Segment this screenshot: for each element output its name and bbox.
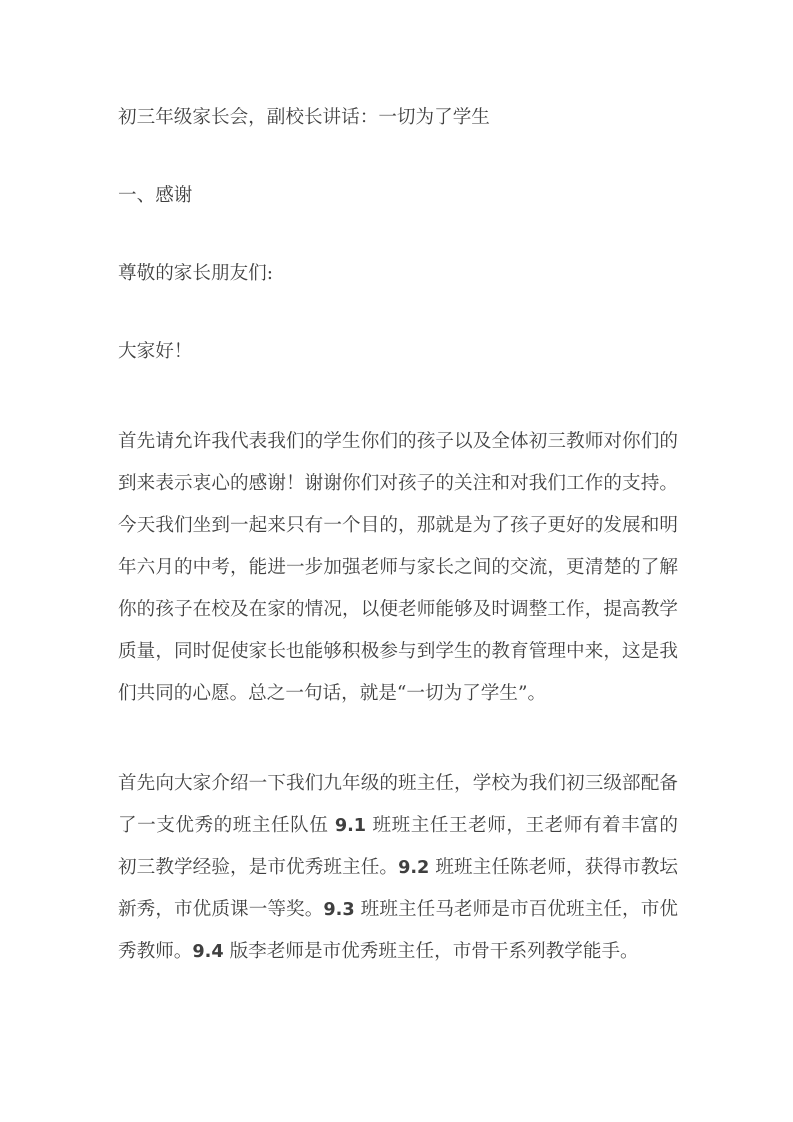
- section-heading: 一、感谢: [118, 185, 193, 206]
- paragraph-text: 首先请允许我代表我们的学生你们的孩子以及全体初三教师对你们的到来表示衷心的感谢！谢谢你们对孩子的关注和对我们工作的支持。今天我们坐到一起来只有一个目的，那就是为了孩子更好的发展和明年六月的中考，能进一步加强老师与家长之间的交流，更清楚的了解你的孩子在校及在家的情况，以便老师能够及时调整工作，提高教学质量，同时促使家长也能够积极参与到学生的教育管理中来，这是我们共同的心愿。总之一句话，就是“一切为了学生”。: [118, 431, 678, 704]
- paragraph-text: 班班主任马老师是市百优班主任，市优秀教师。: [118, 899, 678, 962]
- paragraph-text: 版李老师是市优秀班主任，市骨干系列教学能手。: [223, 941, 639, 962]
- body-paragraphs: [118, 421, 678, 973]
- class-number: 9.4: [192, 942, 224, 962]
- body-paragraph: [118, 763, 678, 973]
- class-number: 9.1: [334, 816, 367, 836]
- document-title: 初三年级家长会，副校长讲话：一切为了学生: [118, 107, 490, 128]
- class-number: 9.2: [398, 858, 430, 878]
- paragraph-text: 班班主任陈老师，获得市教坛新秀，市优质课一等奖。: [118, 857, 678, 920]
- paragraph-text: 班班主任王老师，王老师有着丰富的初三教学经验，是市优秀班主任。: [118, 815, 678, 878]
- paragraph-text: 首先向大家介绍一下我们九年级的班主任，学校为我们初三级部配备了一支优秀的班主任队伍: [118, 773, 678, 836]
- salutation-line: 尊敬的家长朋友们:: [118, 263, 274, 284]
- greeting-line: 大家好！: [118, 341, 193, 362]
- class-number: 9.3: [323, 900, 355, 920]
- body-paragraph: [118, 421, 678, 715]
